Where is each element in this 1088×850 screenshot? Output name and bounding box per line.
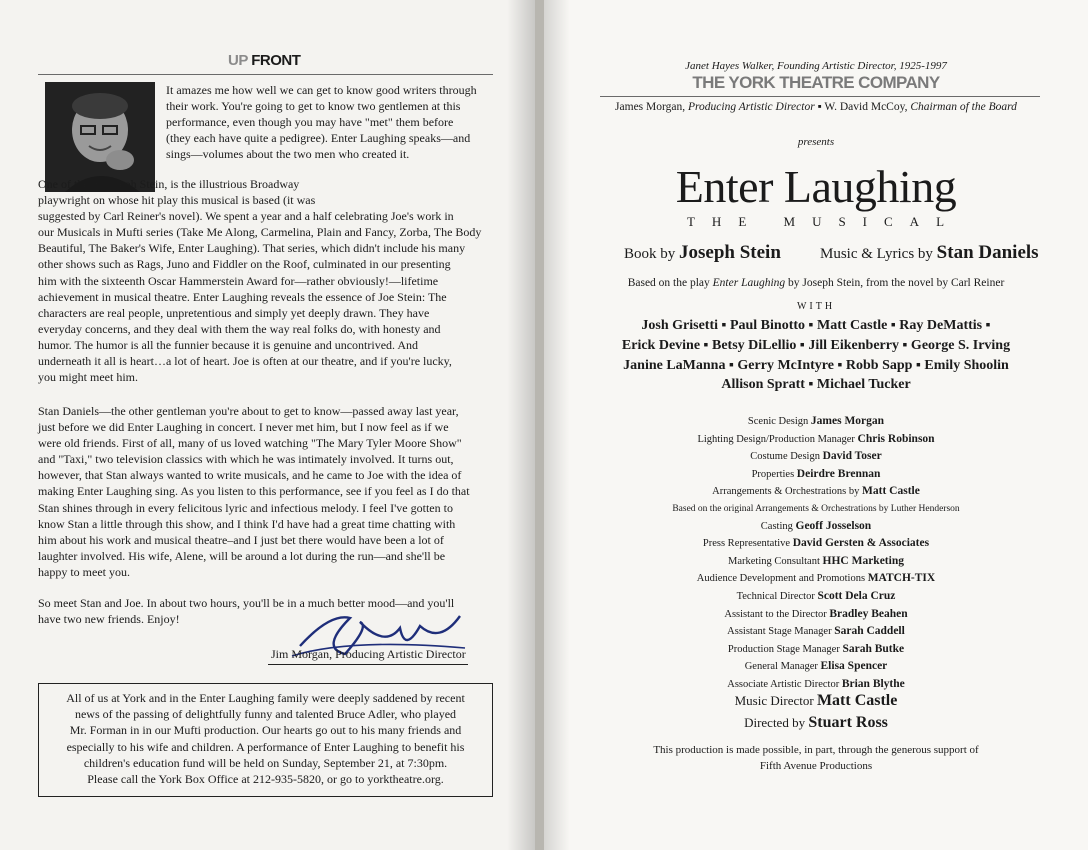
credit-role: Production Stage Manager: [727, 643, 843, 655]
paragraph-line: other shows such as Rags, Juno and Fiddler on the Roof, culminated in our presenting: [38, 257, 451, 272]
heading-front: FRONT: [251, 52, 301, 69]
music-director-line: [544, 690, 1088, 712]
credit-role: Audience Development and Promotions: [696, 573, 868, 585]
staff-separator: ▪: [817, 101, 822, 113]
tribute-line: All of us at York and in the Enter Laughing family were deeply saddened by recent: [66, 691, 465, 705]
credits-list: [544, 413, 1088, 694]
credit-name: Scott Dela Cruz: [817, 589, 896, 602]
credit-row: [544, 606, 1088, 624]
paragraph-line: happy to meet you.: [38, 564, 130, 579]
paragraph-line: however, that Stan always wanted to write musicals, and he came to Joe with the idea of: [38, 468, 462, 483]
show-title: Enter Laughing: [675, 161, 957, 212]
credit-name: MATCH-TIX: [867, 572, 936, 585]
paragraph-line: Stan Daniels—the other gentleman you're about to get to know—passed away last year,: [38, 404, 459, 418]
cast-line: Erick Devine ▪ Betsy DiLellio ▪ Jill Eikenberry ▪ George S. Irving: [621, 337, 1011, 353]
paragraph-line: suggested by Carl Reiner's novel). We spent a year and a half celebrating Joe's work in: [38, 209, 454, 224]
paragraph-line: Beautiful, The Baker's Wife, Enter Laughing). That series, which didn't include his many: [38, 241, 466, 256]
company-rule: [600, 96, 1040, 97]
credit-row: [544, 658, 1088, 676]
paragraph-line: It amazes me how well we can get to know good writers through: [166, 83, 477, 97]
direction-credits: [544, 690, 1088, 734]
credit-name: Sarah Butke: [842, 642, 905, 655]
paragraph-line: their work. You're going to get to know two gentlemen at this: [166, 99, 461, 114]
credit-role: Associate Artistic Director: [727, 678, 842, 690]
book-label: Book by: [624, 246, 676, 262]
staff-title-2: Chairman of the Board: [910, 101, 1017, 113]
credit-name: Brian Blythe: [841, 677, 905, 690]
credit-role: Assistant to the Director: [724, 608, 830, 620]
paragraph-line: achievement in musical theatre. Enter Laughing reveals the essence of Joe Stein: The: [38, 289, 447, 304]
cast-line: Allison Spratt ▪ Michael Tucker: [721, 377, 911, 393]
credit-row: [544, 431, 1088, 449]
credit-role: Properties: [751, 468, 797, 480]
with-label: WITH: [796, 301, 836, 312]
paragraph-line: and "Taxi," two television classics with which he was intimately involved. It turns out,: [38, 452, 454, 467]
credit-row: [544, 588, 1088, 606]
staff-name-2: W. David McCoy,: [824, 101, 908, 113]
page-gutter: [535, 0, 544, 850]
paragraph-line: humor. The humor is all the funnier because it is genuine and uncontrived. And: [38, 337, 419, 352]
signature-line: Jim Morgan, Producing Artistic Director: [271, 647, 466, 661]
tribute-line: especially to his wife and children. A performance of Enter Laughing to benefit his: [66, 739, 465, 754]
staff-title-1: Producing Artistic Director: [687, 101, 815, 113]
credit-role: Technical Director: [736, 590, 818, 602]
cast-line: Janine LaManna ▪ Gerry McIntyre ▪ Robb Sapp ▪ Emily Shoolin: [623, 357, 1009, 373]
credit-role: Scenic Design: [747, 416, 811, 427]
credit-row: [544, 518, 1088, 536]
paragraph-line: sings—volumes about the two men who created it.: [166, 147, 410, 162]
director-label: Directed by: [744, 715, 806, 730]
credit-row: [544, 553, 1088, 571]
based-suffix: by Joseph Stein, from the novel by Carl Reiner: [788, 277, 1005, 289]
paragraph-line: him about his work and musical theatre–and I just bet there would have been a lot of: [38, 532, 444, 547]
credit-row: [544, 448, 1088, 466]
credit-name: Matt Castle: [862, 485, 920, 498]
credit-name: Deirdre Brennan: [796, 467, 881, 480]
paragraph-line: laughter involved. His wife, Alene, will be around a lot during the run—and she'll be: [38, 548, 446, 563]
section-heading: [228, 52, 300, 69]
staff-name-1: James Morgan,: [615, 101, 686, 113]
credit-name: David Toser: [822, 450, 882, 463]
heading-up: UP: [228, 52, 248, 69]
credit-name: Bradley Beahen: [829, 607, 908, 620]
credit-name: HHC Marketing: [822, 554, 904, 567]
credit-name: James Morgan: [810, 415, 885, 427]
credit-row: [544, 623, 1088, 641]
book-credit: [624, 242, 781, 264]
credit-row: [544, 466, 1088, 484]
credit-name: Sarah Caddell: [834, 625, 905, 638]
credit-name: Elisa Spencer: [820, 660, 888, 673]
tribute-line: children's education fund will be held on Sunday, September 21, at 7:30pm.: [83, 755, 448, 770]
staff-line: [544, 101, 1088, 113]
paragraph-line: know Stan a little through this show, and I think I'd have had a great time chatting with: [38, 516, 456, 531]
credit-role: Arrangements & Orchestrations by: [712, 486, 863, 498]
credit-role: Based on the original Arrangements & Orchestrations by Luther Henderson: [672, 503, 960, 514]
paragraph-line: our Musicals in Mufti series (Take Me Along, Carmelina, Plain and Fancy, Zorba, The Body: [38, 225, 482, 240]
music-name: Stan Daniels: [936, 242, 1039, 263]
director-line: [544, 712, 1088, 734]
credit-role: Costume Design: [750, 451, 823, 463]
credit-row: [544, 570, 1088, 588]
based-title: Enter Laughing: [712, 277, 786, 289]
paragraph-line: just before we did Enter Laughing in concert. I never met him, but I now feel as if we: [38, 420, 449, 435]
credit-row: [544, 535, 1088, 553]
intro-paragraph-1: [166, 82, 496, 162]
paragraph-line: So meet Stan and Joe. In about two hours, you'll be in a much better mood—and you'll: [38, 596, 455, 610]
music-director-label: Music Director: [734, 693, 814, 708]
credit-role: Casting: [760, 520, 796, 532]
founder-line: Janet Hayes Walker, Founding Artistic Director, 1925-1997: [685, 60, 947, 72]
based-prefix: Based on the play: [627, 277, 710, 289]
music-director-name: Matt Castle: [816, 692, 898, 709]
based-on-line: [544, 277, 1088, 289]
credit-role: Lighting Design/Production Manager: [697, 433, 858, 445]
credit-role: General Manager: [744, 661, 821, 673]
credit-name: Chris Robinson: [857, 432, 935, 445]
credit-row: [544, 501, 1088, 518]
credit-role: Assistant Stage Manager: [727, 626, 835, 638]
intro-paragraph-2: [38, 176, 498, 385]
show-subtitle: THE MUSICAL: [686, 214, 962, 229]
credit-name: Geoff Josselson: [795, 519, 872, 532]
presents-label: presents: [797, 136, 835, 148]
paragraph-line: have two new friends. Enjoy!: [38, 612, 180, 627]
company-name: THE YORK THEATRE COMPANY: [692, 73, 940, 92]
paragraph-line: him with the sixteenth Oscar Hammerstein Award for—rather obviously!—lifetime: [38, 273, 439, 288]
credit-row: [544, 413, 1088, 431]
paragraph-line: One of them, Joseph Stein, is the illustrious Broadway: [38, 177, 300, 191]
credit-name: David Gersten & Associates: [792, 537, 930, 550]
director-name: Stuart Ross: [808, 714, 888, 731]
support-line-1: This production is made possible, in part, through the generous support of: [653, 744, 979, 756]
tribute-line: Mr. Forman in in our Mufti production. Our hearts go out to his many friends and: [69, 723, 462, 738]
tribute-line: Please call the York Box Office at 212-935-5820, or go to yorktheatre.org.: [87, 772, 444, 787]
paragraph-line: were old friends. First of all, many of us loved watching "The Mary Tyler Moore Show": [38, 436, 462, 451]
tribute-box: [38, 683, 493, 797]
credit-row: [544, 641, 1088, 659]
book-name: Joseph Stein: [679, 242, 781, 263]
credit-row: [544, 483, 1088, 501]
paragraph-line: (they each have quite a pedigree). Enter Laughing speaks—and: [166, 131, 471, 146]
cast-line: Josh Grisetti ▪ Paul Binotto ▪ Matt Castle ▪ Ray DeMattis ▪: [641, 318, 991, 333]
support-note: [544, 742, 1088, 774]
credit-role: Press Representative: [702, 538, 793, 550]
signature-rule: [268, 664, 468, 665]
paragraph-line: you might meet him.: [38, 370, 138, 385]
support-line-2: Fifth Avenue Productions: [759, 760, 873, 772]
paragraph-line: performance, even though you may have "met" them before: [166, 115, 454, 130]
music-credit: [820, 242, 1039, 264]
paragraph-line: playwright on whose hit play this musical is based (it was: [38, 193, 316, 208]
music-label: Music & Lyrics by: [820, 246, 933, 262]
paragraph-line: characters are real people, unpretentious and simply yet deeply drawn. They have: [38, 305, 430, 320]
paragraph-line: everyday concerns, and they deal with them the way real folks do, with honesty and: [38, 321, 441, 336]
heading-rule: [38, 74, 493, 75]
paragraph-line: underneath it all is heart…a lot of heart. Joe is often at our theatre, and if you're lucky,: [38, 354, 452, 369]
paragraph-line: Stan shines through in every felicitous lyric and infectious melody. I feel I've gotten to: [38, 500, 453, 515]
credit-role: Marketing Consultant: [728, 555, 823, 567]
left-page: [0, 0, 535, 850]
intro-paragraph-3: [38, 403, 498, 580]
tribute-line: news of the passing of delightfully funny and talented Bruce Adler, who played: [74, 707, 457, 722]
paragraph-line: making Enter Laughing sing. As you listen to this performance, see if you feel as I do that: [38, 484, 470, 499]
cast-list: [544, 316, 1088, 395]
